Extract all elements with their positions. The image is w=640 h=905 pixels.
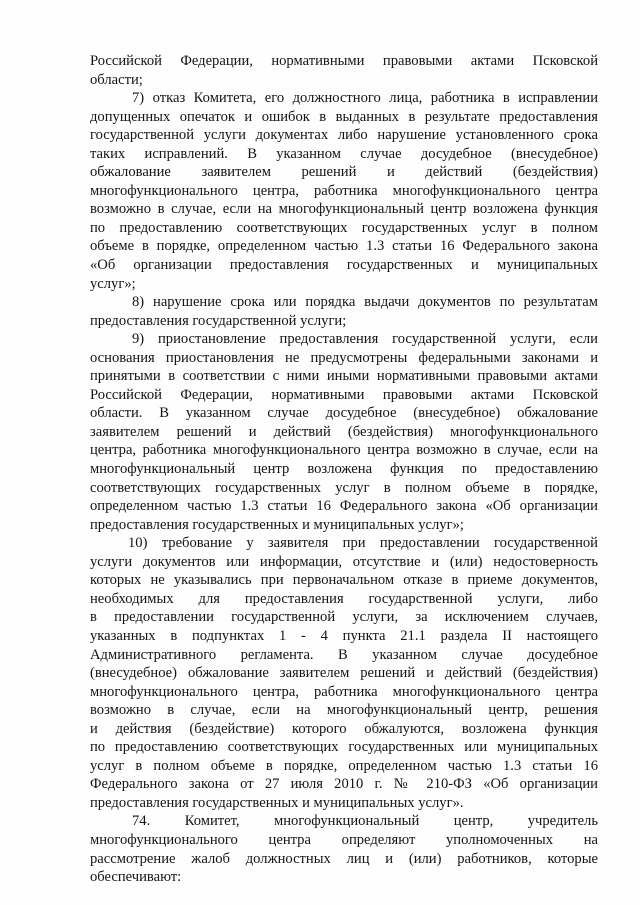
text-line: Российской Федерации, нормативными правовыми актами Псковской <box>90 386 598 403</box>
text-line: основания приостановления не предусмотрены федеральными законами и <box>90 349 598 366</box>
text-line: области; <box>90 71 143 88</box>
text-line: многофункциональный центр возложена функция по предоставлению <box>90 461 598 478</box>
text-line: государственной услуги документах либо нарушение установленного срока <box>90 127 598 144</box>
text-line: в предоставлении государственной услуги, за исключением случаев, <box>90 609 598 626</box>
text-line: по предоставлению соответствующих государственных или муниципальных <box>90 739 598 756</box>
text-line: Российской Федерации, нормативными правовыми актами Псковской <box>90 53 598 69</box>
text-line: 10) требование у заявителя при предоставлении государственной <box>128 535 598 552</box>
text-line: рассмотрение жалоб должностных лиц и (или) работников, которые <box>90 850 598 867</box>
text-line: услуги документов или информации, отсутствие и (или) недостоверность <box>90 553 598 570</box>
text-line: обжалование заявителем решений и действий (бездействия) <box>90 164 598 181</box>
text-line: необходимых для предоставления государственной услуги, либо <box>90 590 598 607</box>
text-line: возможно в случае, если на многофункциональный центр, решения <box>90 702 598 719</box>
text-line: центра, работника многофункционального центра возможно в случае, если на <box>90 442 598 459</box>
text-line: которых не указывались при первоначальном отказе в приеме документов, <box>90 572 598 589</box>
text-line: предоставления государственной услуги; <box>90 312 347 329</box>
text-line: (внесудебное) обжалование заявителем решений и действий (бездействия) <box>90 665 598 682</box>
text-line: допущенных опечаток и ошибок в выданных в результате предоставления <box>90 108 598 125</box>
text-line: определенном частью 1.3 статьи 16 Федерального закона «Об организации <box>90 498 598 515</box>
text-line: принятыми в соответствии с ними иными нормативными правовыми актами <box>90 368 598 385</box>
text-line: услуг»; <box>90 275 136 292</box>
text-line: Федерального закона от 27 июля 2010 г. № 210-ФЗ «Об организации <box>90 776 598 793</box>
text-line: многофункционального центра определяют уполномоченных на <box>90 831 598 848</box>
text-line: предоставления государственных и муниципальных услуг». <box>90 794 464 811</box>
text-line: 7) отказ Комитета, его должностного лица, работника в исправлении <box>132 90 598 107</box>
text-line: области. В указанном случае досудебное (внесудебное) обжалование <box>90 405 598 422</box>
text-line: возможно в случае, если на многофункциональный центр возложена функция <box>90 201 598 218</box>
text-line: услуг в полном объеме в порядке, определенном частью 1.3 статьи 16 <box>90 757 598 774</box>
text-line: соответствующих государственных услуг в полном объеме в порядке, <box>90 479 598 496</box>
document-body <box>90 52 598 887</box>
text-line: заявителем решений и действий (бездействия) многофункционального <box>90 423 598 440</box>
text-line: 8) нарушение срока или порядка выдачи документов по результатам <box>132 294 598 311</box>
text-line: обеспечивают: <box>90 869 182 886</box>
text-line: предоставления государственных и муниципальных услуг»; <box>90 516 464 533</box>
text-line: многофункционального центра, работника многофункционального центра <box>90 182 598 199</box>
text-line: многофункционального центра, работника многофункционального центра <box>90 683 598 700</box>
text-line: указанных в подпунктах 1 - 4 пункта 21.1 раздела II настоящего <box>90 627 598 644</box>
text-line: Административного регламента. В указанном случае досудебное <box>90 646 598 663</box>
text-line: «Об организации предоставления государственных и муниципальных <box>90 257 598 274</box>
text-line: по предоставлению соответствующих государственных услуг в полном <box>90 219 598 236</box>
text-line: 9) приостановление предоставления государственной услуги, если <box>132 331 598 348</box>
text-line: таких исправлений. В указанном случае досудебное (внесудебное) <box>90 145 598 162</box>
text-line: объеме в порядке, определенном частью 1.3 статьи 16 Федерального закона <box>90 238 598 255</box>
text-line: и действия (бездействие) которого обжалуются, возложена функция <box>90 720 598 737</box>
text-line: 74. Комитет, многофункциональный центр, учредитель <box>132 813 598 830</box>
